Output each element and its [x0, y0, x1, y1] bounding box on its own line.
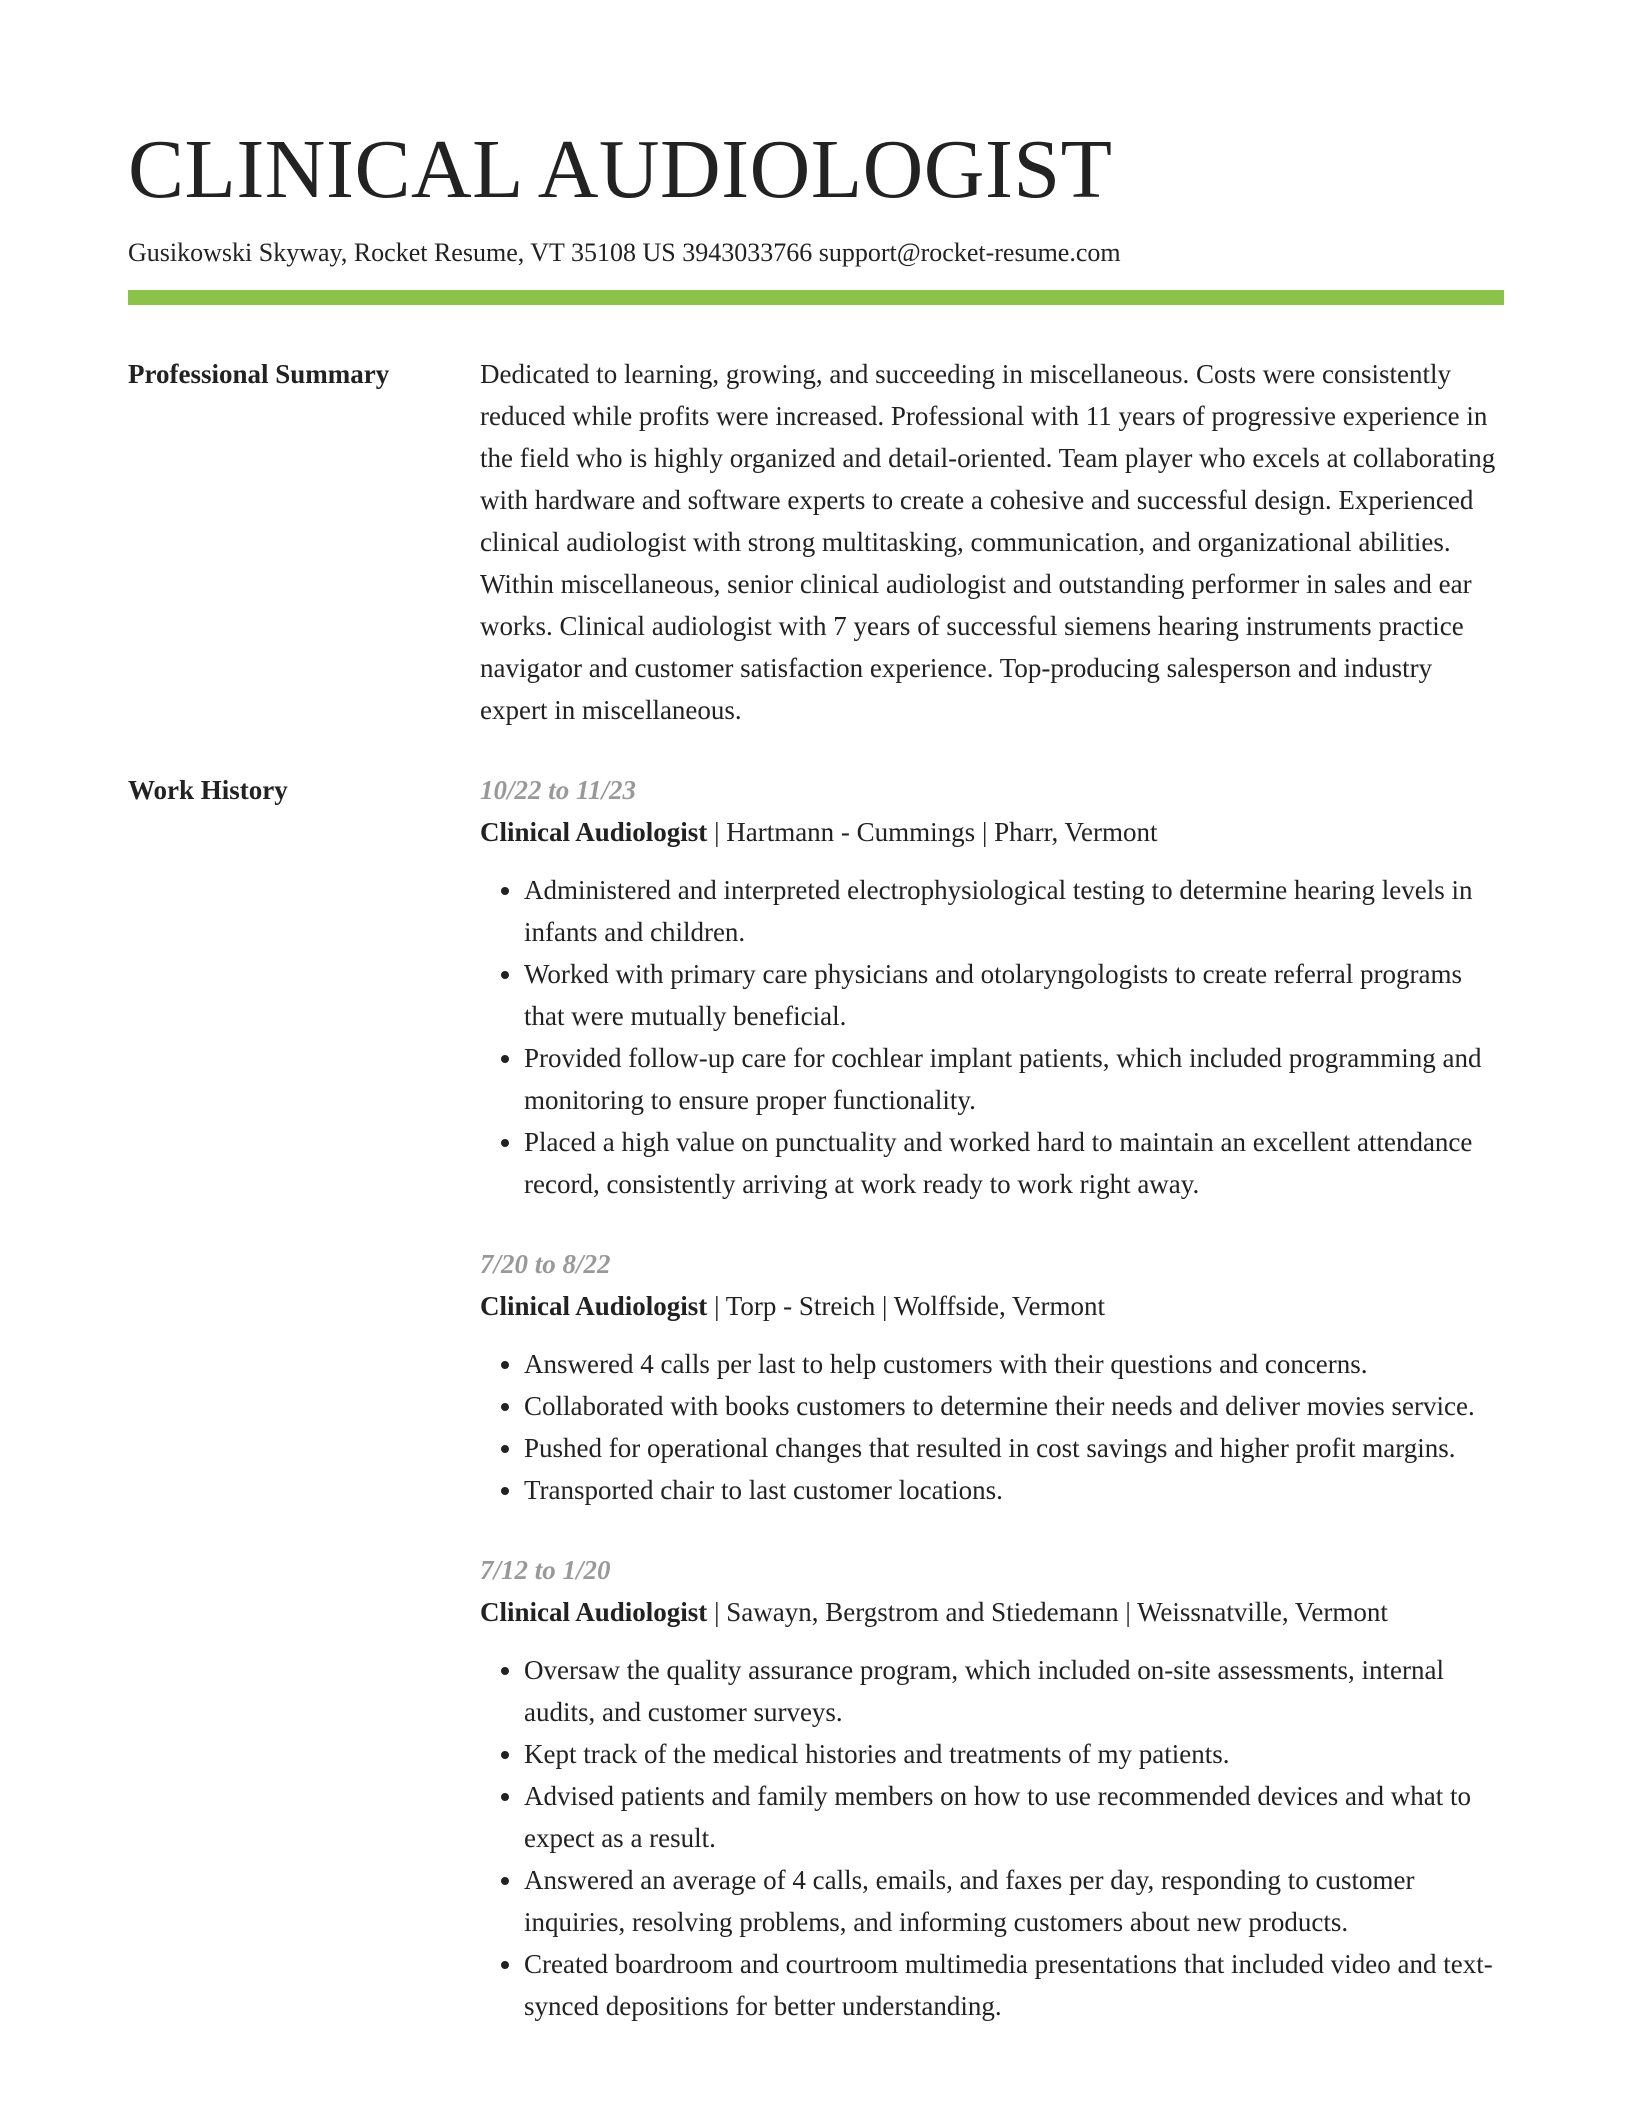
list-item: • Answered an average of 4 calls, emails, and faxes per day, responding to customer inquiries, resolving problems, and informing customers about new products. [524, 1859, 1504, 1943]
job-dates: 10/22 to 11/23 [480, 775, 637, 805]
job-title: Clinical Audiologist [480, 817, 708, 847]
work-history-body [480, 769, 1504, 2065]
job-title: Clinical Audiologist [480, 1597, 708, 1627]
list-item: • Pushed for operational changes that resulted in cost savings and higher profit margins. [524, 1427, 1504, 1469]
resume-page [128, 0, 1504, 2065]
work-history-section [128, 769, 1504, 2065]
list-item: • Advised patients and family members on how to use recommended devices and what to expect as a result. [524, 1775, 1504, 1859]
contact-phone: 3943033766 [682, 238, 813, 267]
list-item: • Created boardroom and courtroom multimedia presentations that included video and text-synced depositions for better understanding. [524, 1943, 1504, 2027]
page-title: CLINICAL AUDIOLOGIST [128, 123, 1113, 216]
job-entry [480, 1549, 1504, 2027]
job-heading [480, 1285, 1504, 1327]
job-title: Clinical Audiologist [480, 1291, 708, 1321]
contact-address: Gusikowski Skyway, Rocket Resume, VT 35108 US [128, 238, 676, 267]
summary-text: Dedicated to learning, growing, and succeeding in miscellaneous. Costs were consistently reduced while profits were increased. Professional with 11 years of progressive experience in the field who is highly organized and detail-oriented. Team player who excels at collaborating with hardware and software experts to create a cohesive and successful design. Experienced clinical audiologist with strong multitasking, communication, and organizational abilities. Within miscellaneous, senior clinical audiologist and outstanding performer in sales and ear works. Clinical audiologist with 7 years of successful siemens hearing instruments practice navigator and customer satisfaction experience. Top-producing salesperson and industry expert in miscellaneous. [480, 359, 1496, 725]
job-dates: 7/12 to 1/20 [480, 1555, 611, 1585]
job-bullet-list [480, 1343, 1504, 1511]
list-item: • Worked with primary care physicians and otolaryngologists to create referral programs that were mutually beneficial. [524, 953, 1504, 1037]
summary-section [128, 353, 1504, 731]
job-bullet-list [480, 1649, 1504, 2027]
list-item: • Placed a high value on punctuality and worked hard to maintain an excellent attendance record, consistently arriving at work ready to work right away. [524, 1121, 1504, 1205]
job-bullet-list [480, 869, 1504, 1205]
job-details: | Hartmann - Cummings | Pharr, Vermont [707, 817, 1158, 847]
list-item: • Transported chair to last customer locations. [524, 1469, 1504, 1511]
summary-heading: Professional Summary [128, 359, 390, 389]
contact-email: support@rocket-resume.com [818, 238, 1121, 267]
job-heading [480, 1591, 1504, 1633]
work-history-heading: Work History [128, 775, 288, 805]
contact-line [128, 236, 1504, 270]
job-entry [480, 769, 1504, 1205]
job-details: | Torp - Streich | Wolffside, Vermont [707, 1291, 1106, 1321]
job-heading [480, 811, 1504, 853]
list-item: • Provided follow-up care for cochlear implant patients, which included programming and monitoring to ensure proper functionality. [524, 1037, 1504, 1121]
list-item: • Administered and interpreted electrophysiological testing to determine hearing levels in infants and children. [524, 869, 1504, 953]
summary-body [480, 353, 1504, 731]
list-item: • Kept track of the medical histories and treatments of my patients. [524, 1733, 1504, 1775]
job-entry [480, 1243, 1504, 1511]
job-dates: 7/20 to 8/22 [480, 1249, 611, 1279]
list-item: • Collaborated with books customers to determine their needs and deliver movies service. [524, 1385, 1504, 1427]
list-item: • Answered 4 calls per last to help customers with their questions and concerns. [524, 1343, 1504, 1385]
job-details: | Sawayn, Bergstrom and Stiedemann | Weissnatville, Vermont [707, 1597, 1388, 1627]
list-item: • Oversaw the quality assurance program, which included on-site assessments, internal audits, and customer surveys. [524, 1649, 1504, 1733]
accent-divider [128, 290, 1504, 305]
